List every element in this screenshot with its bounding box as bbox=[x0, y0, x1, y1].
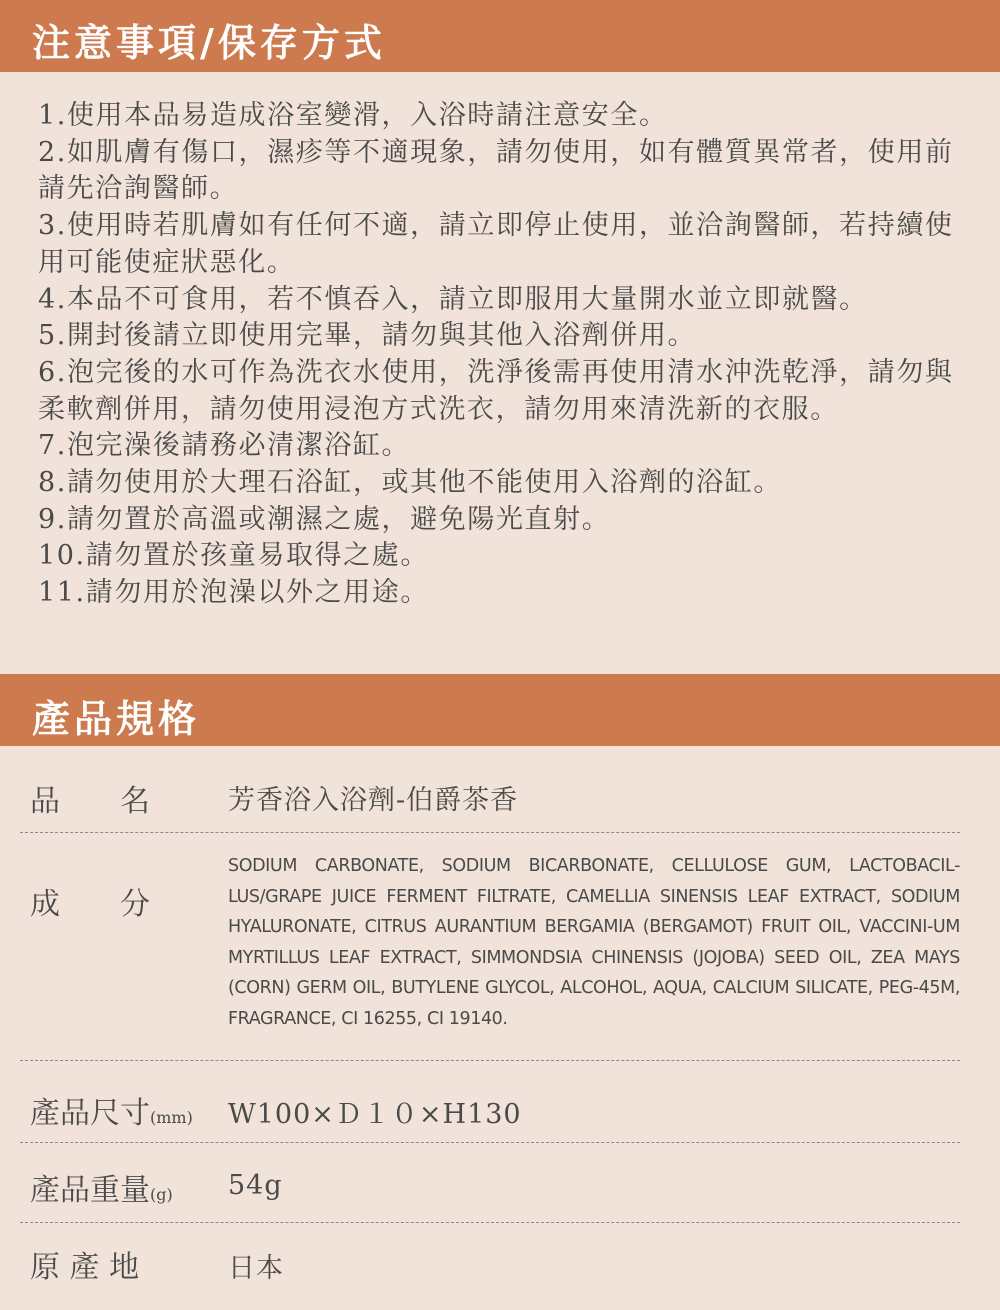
row-divider bbox=[20, 1060, 960, 1061]
ingredients-label: 成 分 bbox=[30, 887, 150, 922]
note-item: 4.本品不可食用，若不慎吞入，請立即服用大量開水並立即就醫。 bbox=[38, 283, 868, 315]
note-item: 10.請勿置於孩童易取得之處。 bbox=[38, 540, 429, 572]
product-size-label-text: 產品尺寸 bbox=[30, 1096, 150, 1131]
notes-list bbox=[38, 98, 966, 612]
notes-section-header bbox=[0, 0, 1000, 72]
note-item: 2.如肌膚有傷口，濕疹等不適現象，請勿使用，如有體質異常者，使用前請先洽詢醫師。 bbox=[38, 136, 954, 205]
note-item: 9.請勿置於高溫或潮濕之處，避免陽光直射。 bbox=[38, 503, 611, 535]
product-weight-label bbox=[30, 1165, 173, 1209]
spec-section-title: 產品規格 bbox=[32, 696, 201, 741]
origin-value: 日本 bbox=[228, 1253, 284, 1284]
row-divider bbox=[20, 1222, 960, 1223]
product-name-label: 品 名 bbox=[30, 784, 150, 819]
note-item: 1.使用本品易造成浴室變滑，入浴時請注意安全。 bbox=[38, 100, 668, 131]
product-weight-unit: (g) bbox=[150, 1185, 173, 1204]
note-item: 3.使用時若肌膚如有任何不適，請立即停止使用，並洽詢醫師，若持續使用可能使症狀惡化。 bbox=[38, 210, 954, 278]
spec-section-header bbox=[0, 674, 1000, 746]
product-weight-value: 54g bbox=[228, 1170, 283, 1201]
note-item: 8.請勿使用於大理石浴缸，或其他不能使用入浴劑的浴缸。 bbox=[38, 467, 782, 499]
note-item: 11.請勿用於泡澡以外之用途。 bbox=[38, 577, 429, 609]
note-item: 5.開封後請立即使用完畢，請勿與其他入浴劑併用。 bbox=[38, 320, 697, 352]
note-item: 6.泡完後的水可作為洗衣水使用，洗淨後需再使用清水沖洗乾淨，請勿與柔軟劑併用，請勿使用浸泡方式洗衣，請勿用來清洗新的衣服。 bbox=[38, 356, 954, 425]
row-divider bbox=[20, 1142, 960, 1143]
product-size-unit: (mm) bbox=[150, 1108, 193, 1127]
product-name-value: 芳香浴入浴劑-伯爵茶香 bbox=[228, 785, 519, 816]
product-size-value: W100×Ｄ１０×H130 bbox=[228, 1099, 522, 1130]
origin-label: 原 產 地 bbox=[30, 1250, 140, 1285]
note-item: 7.泡完澡後請務必清潔浴缸。 bbox=[38, 430, 411, 462]
row-divider bbox=[20, 832, 960, 833]
product-size-label bbox=[30, 1088, 193, 1132]
product-weight-label-text: 產品重量 bbox=[30, 1173, 150, 1208]
notes-section-title: 注意事項/保存方式 bbox=[32, 20, 386, 65]
ingredients-value: SODIUM CARBONATE, SODIUM BICARBONATE, CELLULOSE GUM, LACTOBACIL-LUS/GRAPE JUICE FERMENT FILTRATE, CAMELLIA SINENSIS LEAF EXTRACT, SODIUM HYALURONATE, CITRUS AURANTIUM BERGAMIA (BERGAMOT) FRUIT OIL, VACCINI-UM MYRTILLUS LEAF EXTRACT, SIMMONDSIA CHINENSIS (JOJOBA) SEED OIL, ZEA MAYS (CORN) GERM OIL, BUTYLENE GLYCOL, ALCOHOL, AQUA, CALCIUM SILICATE, PEG-45M, FRAGRANCE, CI 16255, CI 19140. bbox=[228, 856, 960, 1029]
